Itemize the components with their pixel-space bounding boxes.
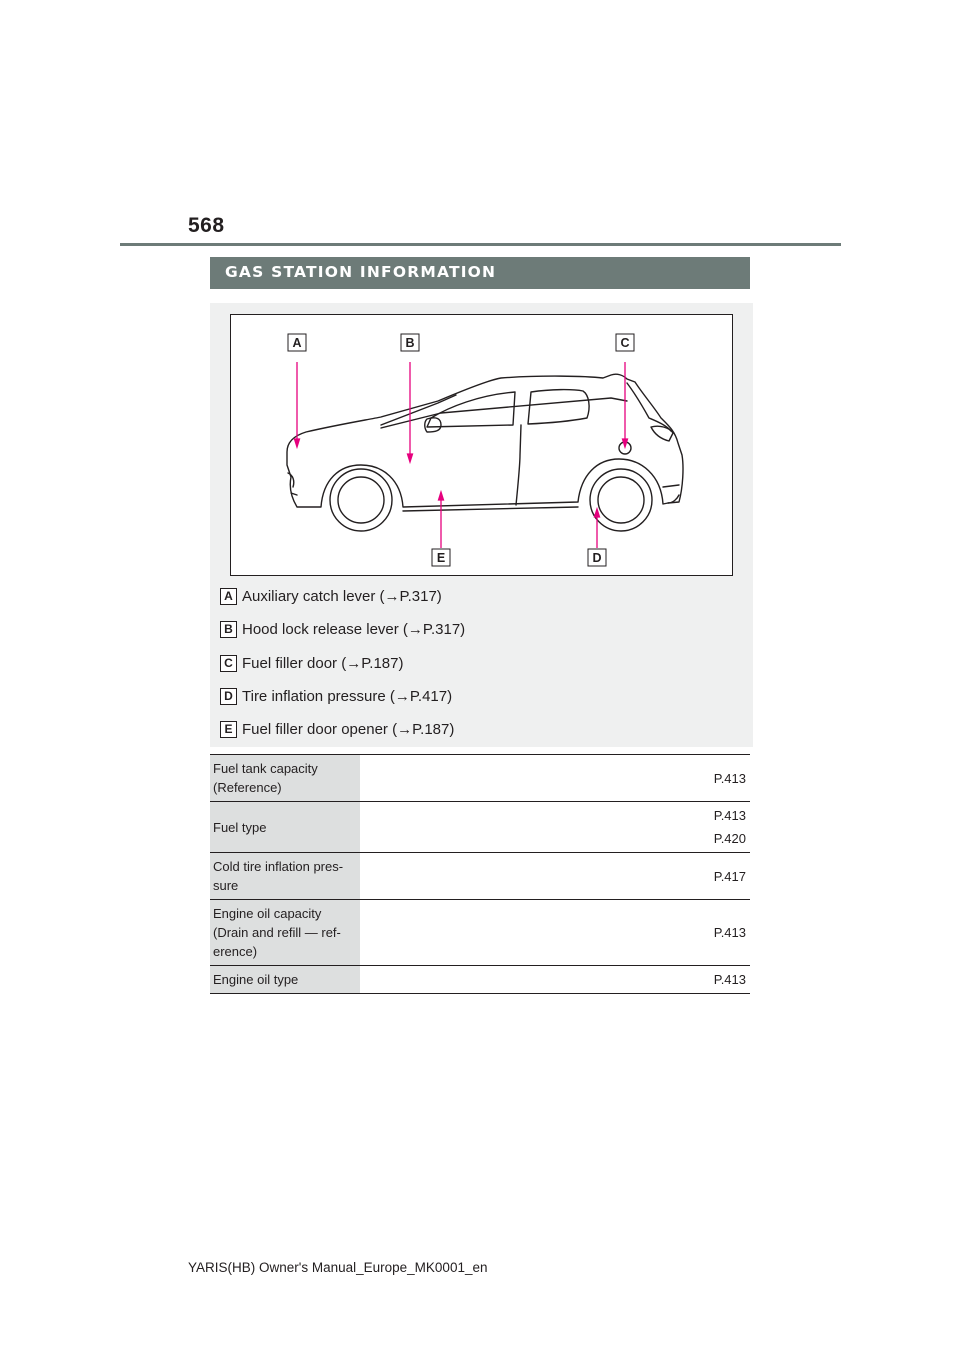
table-row-label: Engine oil type — [210, 966, 360, 994]
table-row-value — [360, 966, 750, 994]
table-row-label: Fuel tank capacity (Reference) — [210, 755, 360, 802]
page-footer: YARIS(HB) Owner's Manual_Europe_MK0001_en — [188, 1260, 488, 1275]
page-reference: P.417 — [713, 868, 746, 884]
page-reference: P.420 — [713, 831, 746, 846]
legend-item — [220, 685, 452, 707]
rear-wheel-rim — [598, 477, 644, 523]
legend-text: Tire inflation pressure (→P.417) — [242, 687, 453, 705]
car-rear-bumper — [663, 485, 679, 503]
table-row-value — [360, 853, 750, 900]
table-row-label: Engine oil capacity (Drain and refill — ref-erence) — [210, 900, 360, 966]
pointer-c-head — [623, 439, 628, 447]
gas-station-info-table — [210, 754, 750, 994]
table-row — [210, 802, 750, 853]
vehicle-diagram — [230, 314, 733, 576]
legend-key: B — [220, 621, 237, 638]
car-beltline — [381, 398, 627, 428]
callout-c-label: C — [620, 336, 630, 350]
legend-item — [220, 618, 465, 640]
table-row — [210, 966, 750, 994]
table-row — [210, 900, 750, 966]
legend-key: E — [220, 721, 237, 738]
legend-key: D — [220, 688, 237, 705]
table-row — [210, 853, 750, 900]
table-row-value — [360, 755, 750, 802]
car-side-view-illustration — [231, 315, 734, 577]
legend-text: Fuel filler door opener (→P.187) — [242, 720, 455, 738]
callout-a-label: A — [292, 336, 302, 350]
page-reference: P.413 — [713, 808, 746, 823]
legend-text: Auxiliary catch lever (→P.317) — [242, 587, 442, 605]
legend-item — [220, 718, 454, 740]
section-title: GAS STATION INFORMATION — [210, 257, 750, 289]
page-reference: P.413 — [713, 972, 746, 987]
pointer-d-head — [595, 509, 600, 517]
callout-b-label: B — [405, 336, 415, 350]
pointer-e-head — [439, 492, 444, 500]
page-reference: P.413 — [713, 925, 746, 940]
legend-item — [220, 585, 442, 607]
pointer-b-head — [408, 454, 413, 462]
table-row-label: Cold tire inflation pres-sure — [210, 853, 360, 900]
legend-text: Fuel filler door (→P.187) — [242, 654, 404, 672]
front-wheel-tire — [330, 469, 392, 531]
pointer-a-head — [295, 439, 300, 447]
car-front-bumper — [288, 473, 297, 495]
table-row-value — [360, 900, 750, 966]
legend-item — [220, 652, 403, 674]
header-rule — [120, 243, 841, 246]
callout-d-label: D — [592, 551, 602, 565]
legend-text: Hood lock release lever (→P.317) — [242, 620, 466, 638]
legend-key: C — [220, 655, 237, 672]
car-rear-window — [528, 390, 589, 424]
legend-key: A — [220, 588, 237, 605]
car-rear-glass — [627, 383, 671, 431]
page-reference: P.413 — [713, 770, 746, 786]
table-row — [210, 755, 750, 802]
car-rear-lamp — [651, 426, 673, 441]
rear-wheel-tire — [590, 469, 652, 531]
callout-e-label: E — [436, 551, 446, 565]
table-row-value — [360, 802, 750, 853]
table-row-label: Fuel type — [210, 802, 360, 853]
car-sill — [403, 507, 578, 511]
car-door-line — [516, 425, 521, 505]
page-number: 568 — [188, 214, 225, 237]
front-wheel-rim — [338, 477, 384, 523]
